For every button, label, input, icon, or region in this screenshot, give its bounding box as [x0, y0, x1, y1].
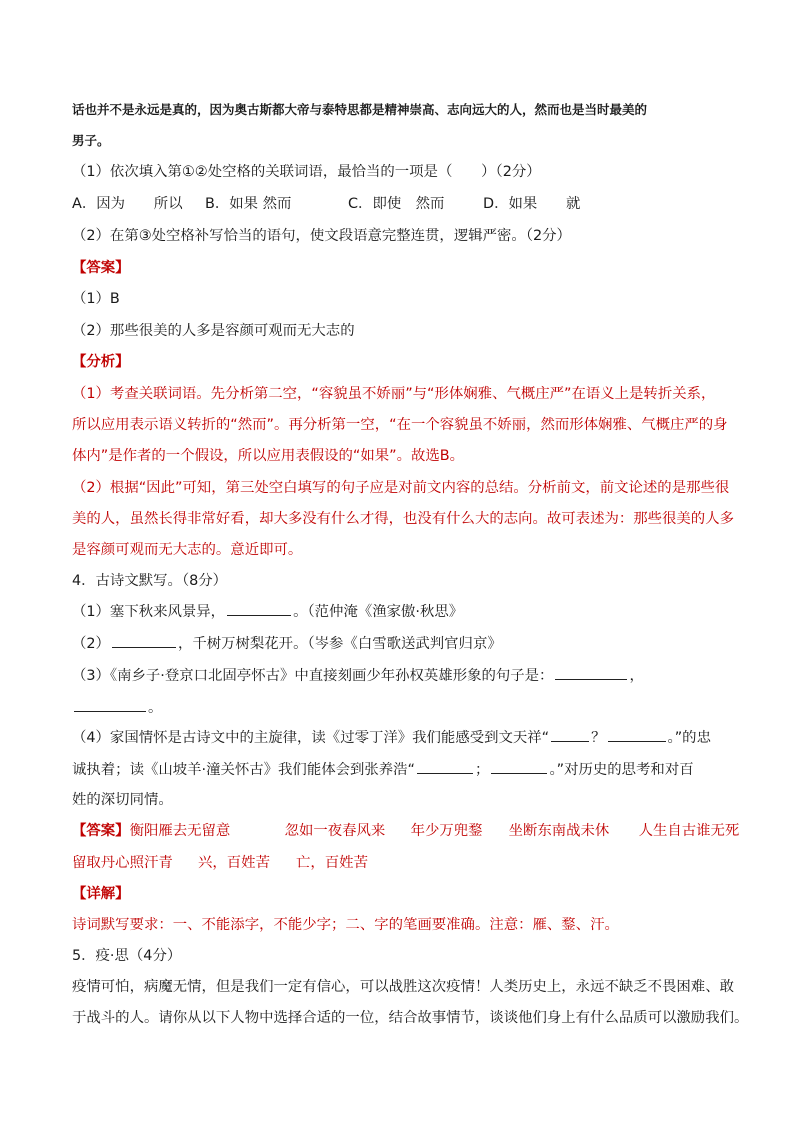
answer-item: 年少万兜鍪 [410, 823, 483, 839]
q4-s4-text2: 。”的忠 [667, 730, 711, 746]
q5-title: 5．疫·思（4分） [72, 948, 182, 964]
q4-detail: 诗词默写要求：一、不能添字，不能少字；二、字的笔画要准确。注意：雁、鍪、汗。 [72, 917, 619, 933]
q5-paragraph-1: 疫情可怕，病魔无情，但是我们一定有信心，可以战胜这次疫情！人类历史上，永远不缺乏不畏困难、敢 [72, 979, 734, 995]
q3-answer-1: （1）B [72, 291, 120, 307]
option-b: B．如果 然而 [205, 196, 292, 212]
analysis-tag: 【分析】 [72, 354, 130, 370]
answer-item: 衡阳雁去无留意 [129, 823, 231, 839]
q4-s2-text: ，千树万树梨花开。（岑参《白雪歌送武判官归京》 [177, 636, 502, 652]
q4-s4-text3: 诚执着；读《山坡羊·潼关怀古》我们能体会到张养浩“ [72, 762, 416, 778]
q4-s4-line1 [72, 727, 711, 748]
q4-answers-row-1 [72, 821, 739, 841]
passage-line-1: 话也并不是永远是真的，因为奥古斯都大帝与泰特思都是精神崇高、志向远大的人，然而也是当时最美的 [72, 102, 648, 117]
detail-tag: 【详解】 [72, 886, 130, 902]
analysis-line: 是容颜可观而无大志的。意近即可。 [72, 542, 303, 558]
q5-paragraph-2: 于战斗的人。请你从以下人物中选择合适的一位，结合故事情节，谈谈他们身上有什么品质可以激励我们。 [72, 1010, 749, 1026]
q4-s4-line3: 姓的深切同情。 [72, 792, 173, 808]
q3-sub2: （2）在第③处空格补写恰当的语句，使文段语意完整连贯，逻辑严密。（2分） [72, 228, 571, 244]
q4-s2 [72, 633, 502, 654]
passage-line-2: 男子。 [72, 133, 110, 148]
fill-blank [491, 759, 547, 774]
fill-blank [551, 727, 589, 742]
fill-blank [227, 601, 291, 616]
q4-s3-text: （3）《南乡子·登京口北固亭怀古》中直接刻画少年孙权英雄形象的句子是： [72, 668, 554, 684]
q4-s1 [72, 601, 463, 622]
answer-tag: 【答案】 [72, 260, 130, 276]
q4-s4-q: ？ [591, 730, 606, 746]
fill-blank [112, 633, 176, 648]
answer-item: 人生自古谁无死 [638, 823, 740, 839]
option-d: D．如果 就 [483, 196, 581, 212]
fill-blank [417, 759, 473, 774]
fill-blank [74, 697, 146, 712]
q4-s3-end: 。 [148, 700, 163, 716]
analysis-line: 体内”是作者的一个假设，所以应用表假设的“如果”。故选B。 [72, 448, 465, 464]
q4-s3-comma: ， [629, 668, 644, 684]
option-a: A．因为 所以 [72, 196, 183, 212]
q4-s4-text: （4）家国情怀是古诗文中的主旋律，读《过零丁洋》我们能感受到文天祥“ [72, 730, 550, 746]
q4-s4-semi: ； [475, 762, 490, 778]
q4-s1-text: （1）塞下秋来风景异， [72, 604, 226, 620]
q4-s2-num: （2） [72, 636, 110, 652]
q4-s4-text4: 。”对历史的思考和对百 [549, 762, 694, 778]
answer-item: 兴，百姓苦 [198, 855, 270, 871]
fill-blank [555, 665, 627, 680]
q3-answer-2: （2）那些很美的人多是容颜可观而无大志的 [72, 323, 355, 339]
option-c: C．即使 然而 [348, 196, 445, 212]
q3-options [72, 194, 580, 214]
q4-s3-cont [72, 697, 162, 718]
q4-s1-source: 。（范仲淹《渔家傲·秋思》 [293, 604, 464, 620]
answer-item: 忽如一夜春风来 [284, 823, 386, 839]
fill-blank [608, 727, 666, 742]
answer-item: 坐断东南战未休 [508, 823, 610, 839]
analysis-line: （2）根据“因此”可知，第三处空白填写的句子应是对前文内容的总结。分析前文，前文论述的是那些很 [72, 480, 730, 496]
analysis-line: 所以应用表示语义转折的“然而”。再分析第一空，“在一个容貌虽不娇丽，然而形体娴雅、气概庄严的身 [72, 417, 728, 433]
q4-answers-row-2 [72, 853, 368, 873]
answer-item: 留取丹心照汗青 [72, 855, 173, 871]
answer-tag: 【答案】 [72, 823, 130, 839]
q4-s4-line2 [72, 759, 694, 780]
answer-item: 亡，百姓苦 [296, 855, 368, 871]
q3-sub1: （1）依次填入第①②处空格的关联词语，最恰当的一项是（ ）（2分） [72, 164, 541, 180]
q4-title: 4．古诗文默写。（8分） [72, 573, 228, 589]
analysis-line: 美的人，虽然长得非常好看，却大多没有什么才得，也没有什么大的志向。故可表述为：那些很美的人多 [72, 511, 734, 527]
analysis-line: （1）考查关联词语。先分析第二空，“容貌虽不娇丽”与“形体娴雅、气概庄严”在语义上是转折关系， [72, 386, 716, 402]
q4-s3 [72, 665, 644, 686]
